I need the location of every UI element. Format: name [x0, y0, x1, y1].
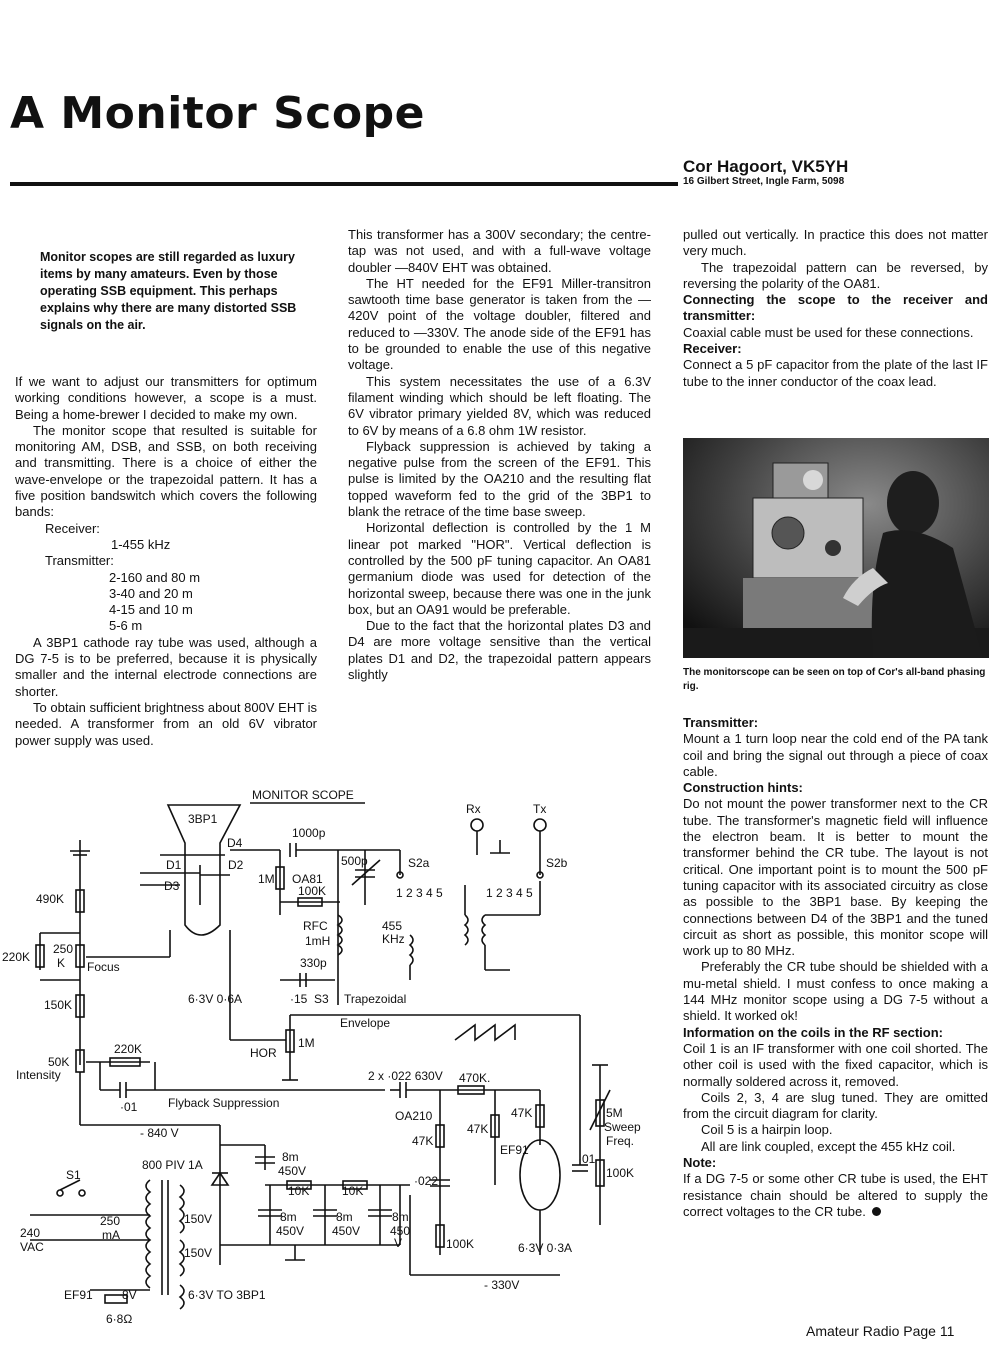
- r220k-left-label: 220K: [2, 950, 31, 964]
- section-heading: Note:: [683, 1155, 717, 1171]
- r100k-c-label: 100K: [446, 1237, 475, 1251]
- trapezoidal-label: Trapezoidal: [344, 992, 407, 1006]
- schematic-title: MONITOR SCOPE: [252, 788, 354, 802]
- col3-paragraph: Coils 2, 3, 4 are slug tuned. They are omitted from the circuit diagram for clarity.: [683, 1089, 988, 1122]
- article-title: A Monitor Scope: [10, 88, 425, 139]
- photo-illustration: [683, 438, 989, 658]
- col3-paragraph: Coil 1 is an IF transformer with one coil shorted. The other coil is used with the fixed capacitor, which is normally soldered across it, removed.: [683, 1040, 988, 1089]
- v450-4b-label: V: [394, 1236, 403, 1250]
- c8m-4-label: 8m: [392, 1210, 409, 1224]
- to3bp1-label: 6·3V TO 3BP1: [188, 1288, 266, 1302]
- v450-3-label: 450V: [332, 1224, 361, 1238]
- col3-paragraph: Connect a 5 pF capacitor from the plate of the last IF tube to the inner conductor of the coax lead.: [683, 357, 988, 389]
- receiver-label: Receiver:: [45, 520, 100, 536]
- receiver-band-list: [15, 537, 317, 553]
- c500p-label: 500p: [341, 854, 368, 868]
- col1-paragraph: To obtain sufficient brightness about 800V EHT is needed. A transformer from an old 6V vibrator power supply was used.: [15, 699, 317, 748]
- col3-paragraph: All are link coupled, except the 455 kHz coil.: [701, 1138, 956, 1154]
- ef91-supply-label: EF91: [64, 1288, 93, 1302]
- switch-a-positions: 1 2 3 4 5: [396, 886, 443, 900]
- col1-paragraph: If we want to adjust our transmitters for optimum working conditions however, a scope is a must. Being a home-brewer I decided to make my own.: [15, 374, 317, 422]
- v8-label: 8V: [122, 1288, 137, 1302]
- oa81-label: OA81: [292, 872, 323, 886]
- filament-label: 6·3V 0·6A: [188, 992, 243, 1006]
- col2-paragraph: The HT needed for the EF91 Miller-transitron sawtooth time base generator is taken from the —420V point of the voltage doubler, filtered and reduced to —330V. The anode side of the EF91 has to be grounded to enable the use of this negative voltage.: [348, 275, 651, 373]
- winding-150v-b-label: 150V: [184, 1246, 213, 1260]
- col1-paragraph: The monitor scope that resulted is suitable for monitoring AM, DSB, and SSB, on both receiving and transmitting. There is a choice of either the wave-envelope or the trapezoidal pattern. It has a five position bandswitch which covers the following bands:: [15, 422, 317, 520]
- title-rule: [10, 182, 678, 186]
- c022-label: ·022: [414, 1174, 439, 1188]
- col3-paragraph: Coaxial cable must be used for these connections.: [683, 324, 974, 340]
- r10k-a-label: 10K: [288, 1184, 310, 1198]
- v240-label: 240: [20, 1226, 41, 1240]
- r68-label: 6·8Ω: [106, 1312, 133, 1326]
- r47k-a-label: 47K: [412, 1134, 434, 1148]
- band-item: 2-160 and 80 m: [109, 569, 201, 585]
- sweep-label: Sweep: [604, 1120, 641, 1134]
- col2-paragraph: This system necessitates the use of a 6.3V filament winding which should be left floating. The 6V vibrator primary yielded 8V, which was reduced to 6V by means of a 6.8 ohm 1W resistor.: [348, 373, 651, 438]
- tx-label: Tx: [533, 802, 547, 816]
- col3-paragraph: [683, 1171, 988, 1220]
- column-3-bottom: [683, 715, 988, 1220]
- c8m-3-label: 8m: [336, 1210, 353, 1224]
- r470k-label: 470K.: [459, 1071, 491, 1085]
- band-item: 5-6 m: [109, 618, 143, 634]
- d3-label: D3: [164, 879, 180, 893]
- freq-label: Freq.: [606, 1134, 635, 1148]
- d2-label: D2: [228, 858, 244, 872]
- col3-paragraph: Coil 5 is a hairpin loop.: [701, 1122, 833, 1138]
- column-2: [348, 227, 651, 683]
- c8m-1-label: 8m: [282, 1150, 299, 1164]
- s1-label: S1: [66, 1168, 81, 1182]
- transmitter-label: Transmitter:: [45, 553, 114, 569]
- pot250k-label: K: [57, 956, 66, 970]
- c01-label: ·01: [120, 1100, 138, 1114]
- v840-label: - 840 V: [140, 1126, 179, 1140]
- rfc-value: 1mH: [305, 934, 331, 948]
- author-address: 16 Gilbert Street, Ingle Farm, 5098: [683, 176, 845, 187]
- column-3-top: [683, 227, 988, 390]
- column-1: [15, 374, 317, 749]
- band-item: 3-40 and 20 m: [109, 585, 193, 601]
- sweep5m-label: 5M: [606, 1106, 623, 1120]
- intro-paragraph: Monitor scopes are still regarded as luxury items by many amateurs. Even by those operating SSB equipment. This perhaps explains why there are many distorted SSB signals on the air.: [40, 250, 297, 332]
- r47k-c-label: 47K: [511, 1106, 533, 1120]
- col1-paragraph: A 3BP1 cathode ray tube was used, although a DG 7-5 is to be preferred, because it is physically smaller and the internal electrode connections are shorter.: [15, 634, 317, 699]
- section-heading: Receiver:: [683, 341, 742, 357]
- c8m-2-label: 8m: [280, 1210, 297, 1224]
- oa210-label: OA210: [395, 1109, 433, 1123]
- pot250-label: 250: [53, 942, 74, 956]
- rfc-label: RFC: [303, 919, 328, 933]
- r150k-label: 150K: [44, 998, 73, 1012]
- photo-monitor-scope: [683, 438, 989, 658]
- photo-caption: The monitorscope can be seen on top of Cor's all-band phasing rig.: [683, 667, 986, 692]
- d1-label: D1: [166, 858, 182, 872]
- khz455-label: 455: [382, 919, 403, 933]
- v450-2-label: 450V: [276, 1224, 305, 1238]
- ef91-label: EF91: [500, 1143, 529, 1157]
- r10k-b-label: 10K: [342, 1184, 364, 1198]
- tube-label: 3BP1: [188, 812, 218, 826]
- transmitter-band-list: [15, 570, 317, 635]
- section-heading: Connecting the scope to the receiver and transmitter:: [683, 292, 988, 324]
- col3-paragraph: Preferably the CR tube should be shielded with a mu-metal shield. I must confess to once making a 144 MHz monitor scope using a DG 7-5 without a shield. It worked ok!: [683, 959, 988, 1024]
- col3-paragraph: The trapezoidal pattern can be reversed, by reversing the polarity of the OA81.: [683, 259, 988, 291]
- col2-paragraph: This transformer has a 300V secondary; the centre-tap was not used, and with a full-wave voltage doubler —840V EHT was obtained.: [348, 227, 651, 275]
- ma250-label: 250: [100, 1214, 121, 1228]
- r220k-label: 220K: [114, 1042, 143, 1056]
- band-item: 1-455 kHz: [111, 536, 171, 552]
- c01b-label: ·01: [578, 1152, 596, 1166]
- col3-paragraph: pulled out vertically. In practice this does not matter very much.: [683, 227, 988, 259]
- author-name: Cor Hagoort, VK5YH: [683, 157, 849, 176]
- pot50k-label: 50K: [48, 1055, 70, 1069]
- col3-paragraph: Mount a 1 turn loop near the cold end of the PA tank coil and bring the signal out through a piece of coax cable.: [683, 731, 988, 779]
- circuit-schematic: [0, 785, 678, 1345]
- vac-label: VAC: [20, 1240, 44, 1254]
- s2a-label: S2a: [408, 856, 430, 870]
- band-item: 4-15 and 10 m: [109, 602, 193, 618]
- d4-label: D4: [227, 836, 243, 850]
- col2-paragraph: Flyback suppression is achieved by taking a negative pulse from the screen of the EF91. This pulse is limited by the OA210 and the resulting flat topped waveform fed to the grid of the 3BP1 to blank the retrace of the time base sweep.: [348, 438, 651, 520]
- s3-label: S3: [314, 992, 329, 1006]
- r1m-label: 1M: [258, 872, 275, 886]
- c1000p-label: 1000p: [292, 826, 326, 840]
- ma-label: mA: [102, 1228, 120, 1242]
- focus-label: Focus: [87, 960, 120, 974]
- v330-label: - 330V: [484, 1278, 520, 1292]
- piv-label: 800 PIV 1A: [142, 1158, 203, 1172]
- col2-paragraph: Horizontal deflection is controlled by the 1 M linear pot marked "HOR". Vertical deflection is controlled by the 500 pF tuning capacitor. An OA81 germanium diode was used for detection of the horizontal sweep, because there was one in the junk box, but an OA91 would be preferable.: [348, 520, 651, 617]
- flyback-label: Flyback Suppression: [168, 1096, 280, 1110]
- r100k-label: 100K: [298, 884, 327, 898]
- note-text: If a DG 7-5 or some other CR tube is used, the EHT resistance chain should be altered to supply the correct voltages to the CR tube.: [683, 1171, 988, 1219]
- caps-label: 2 x ·022 630V: [368, 1069, 443, 1083]
- hor-pot-label: 1M: [298, 1036, 315, 1050]
- rx-label: Rx: [466, 802, 481, 816]
- switch-b-positions: 1 2 3 4 5: [486, 886, 533, 900]
- envelope-label: Envelope: [340, 1016, 391, 1030]
- v450-1-label: 450V: [278, 1164, 307, 1178]
- s2b-label: S2b: [546, 856, 568, 870]
- hor-label: HOR: [250, 1046, 277, 1060]
- winding-150v-a-label: 150V: [184, 1212, 213, 1226]
- intensity-label: Intensity: [16, 1068, 61, 1082]
- page-footer: Amateur Radio Page 11: [806, 1323, 955, 1339]
- r490k-label: 490K: [36, 892, 65, 906]
- section-heading: Information on the coils in the RF section:: [683, 1024, 944, 1040]
- ef91-filament-label: 6·3V 0·3A: [518, 1241, 573, 1255]
- c330p-label: 330p: [300, 956, 327, 970]
- v450-4-label: 450: [390, 1224, 411, 1238]
- end-bullet-icon: [872, 1207, 881, 1216]
- col2-paragraph: Due to the fact that the horizontal plates D3 and D4 are more voltage sensitive than the vertical plates D1 and D2, the trapezoidal pattern appears slightly: [348, 618, 651, 683]
- r100k-b-label: 100K: [606, 1166, 635, 1180]
- col3-paragraph: Do not mount the power transformer next to the CR tube. The transformer's magnetic field will influence the electron beam. It is better to mount the transformer behind the CR tube. The layout is not critical. One important point is to mount the 500 pF tuning capacitor with its associated circuitry as close as possible to the 3BP1 base. By keeping the connections between D4 of the 3BP1 and the tuned circuit as short as possible, this monitor scope will work up to 80 MHz.: [683, 796, 988, 959]
- section-heading: Construction hints:: [683, 780, 803, 796]
- section-heading: Transmitter:: [683, 715, 759, 730]
- c15-label: ·15: [290, 992, 308, 1006]
- khz-label: KHz: [382, 932, 405, 946]
- r47k-b-label: 47K: [467, 1122, 489, 1136]
